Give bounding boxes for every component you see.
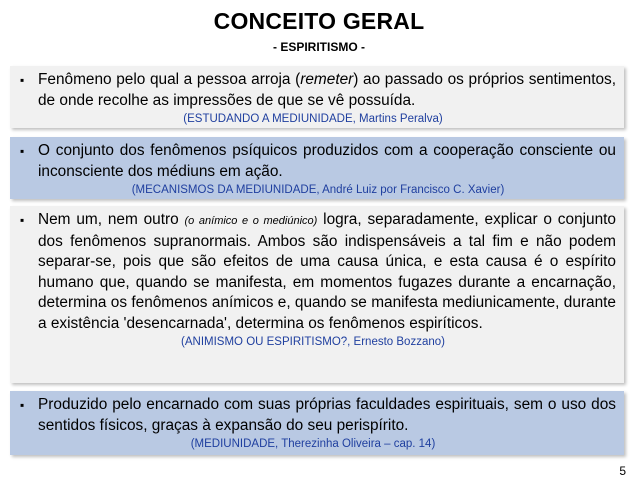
definition-text-part: ) ao passado os próprios sentimentos, de onde recolhe as impressões de que se vê possuída. <box>38 71 616 109</box>
definition-source: (ANIMISMO OU ESPIRITISMO?, Ernesto Bozzano) <box>181 336 445 348</box>
bullet-icon: ▪ <box>20 73 25 87</box>
definition-text <box>38 210 616 334</box>
definition-text-part: Fenômeno pelo qual a pessoa arroja ( <box>38 71 301 88</box>
definition-box-3 <box>10 206 624 383</box>
definition-source: (ESTUDANDO A MEDIUNIDADE, Martins Peralva) <box>183 113 443 125</box>
definition-source: (MEDIUNIDADE, Therezinha Oliveira – cap. 14) <box>190 438 436 450</box>
definition-item <box>20 210 616 334</box>
definition-text <box>38 70 616 111</box>
definition-box-1 <box>10 66 624 128</box>
bullet-icon: ▪ <box>20 144 25 158</box>
slide-title: CONCEITO GERAL <box>213 8 425 34</box>
definition-text-part: Nem um, nem outro <box>38 211 185 228</box>
definition-text-part: logra, separadamente, explicar o conjunto dos fenômenos supranormais. Ambos são indispensáveis a tal fim e não podem separar-se, pois que são efeitos de uma causa única, e esta causa é o espírito humano que, quando se manifesta, em momentos fugazes durante a encarnação, determina os fenômenos anímicos e, quando se manifesta mediunicamente, durante a existência 'desencarnada', determina os fenômenos espiríticos. <box>38 211 616 332</box>
definition-item <box>20 70 616 111</box>
slide-subtitle: - ESPIRITISMO - <box>272 40 365 54</box>
definition-text-italic: (o anímico e o mediúnico) <box>184 215 318 227</box>
definition-text: O conjunto dos fenômenos psíquicos produzidos com a cooperação consciente ou inconsciente dos médiuns em ação. <box>38 142 616 180</box>
definition-box-2 <box>10 137 624 199</box>
definition-text-italic: remeter <box>300 71 354 88</box>
definition-box-4 <box>10 391 624 455</box>
bullet-icon: ▪ <box>20 213 25 227</box>
definition-item <box>20 395 616 436</box>
definition-text: Produzido pelo encarnado com suas próprias faculdades espirituais, sem o uso dos sentidos físicos, graças à expansão do seu perispírito. <box>38 396 616 434</box>
bullet-icon: ▪ <box>20 398 25 412</box>
definition-item <box>20 141 616 182</box>
definition-source: (MECANISMOS DA MEDIUNIDADE, André Luiz por Francisco C. Xavier) <box>131 184 505 196</box>
page-number: 5 <box>619 464 626 478</box>
